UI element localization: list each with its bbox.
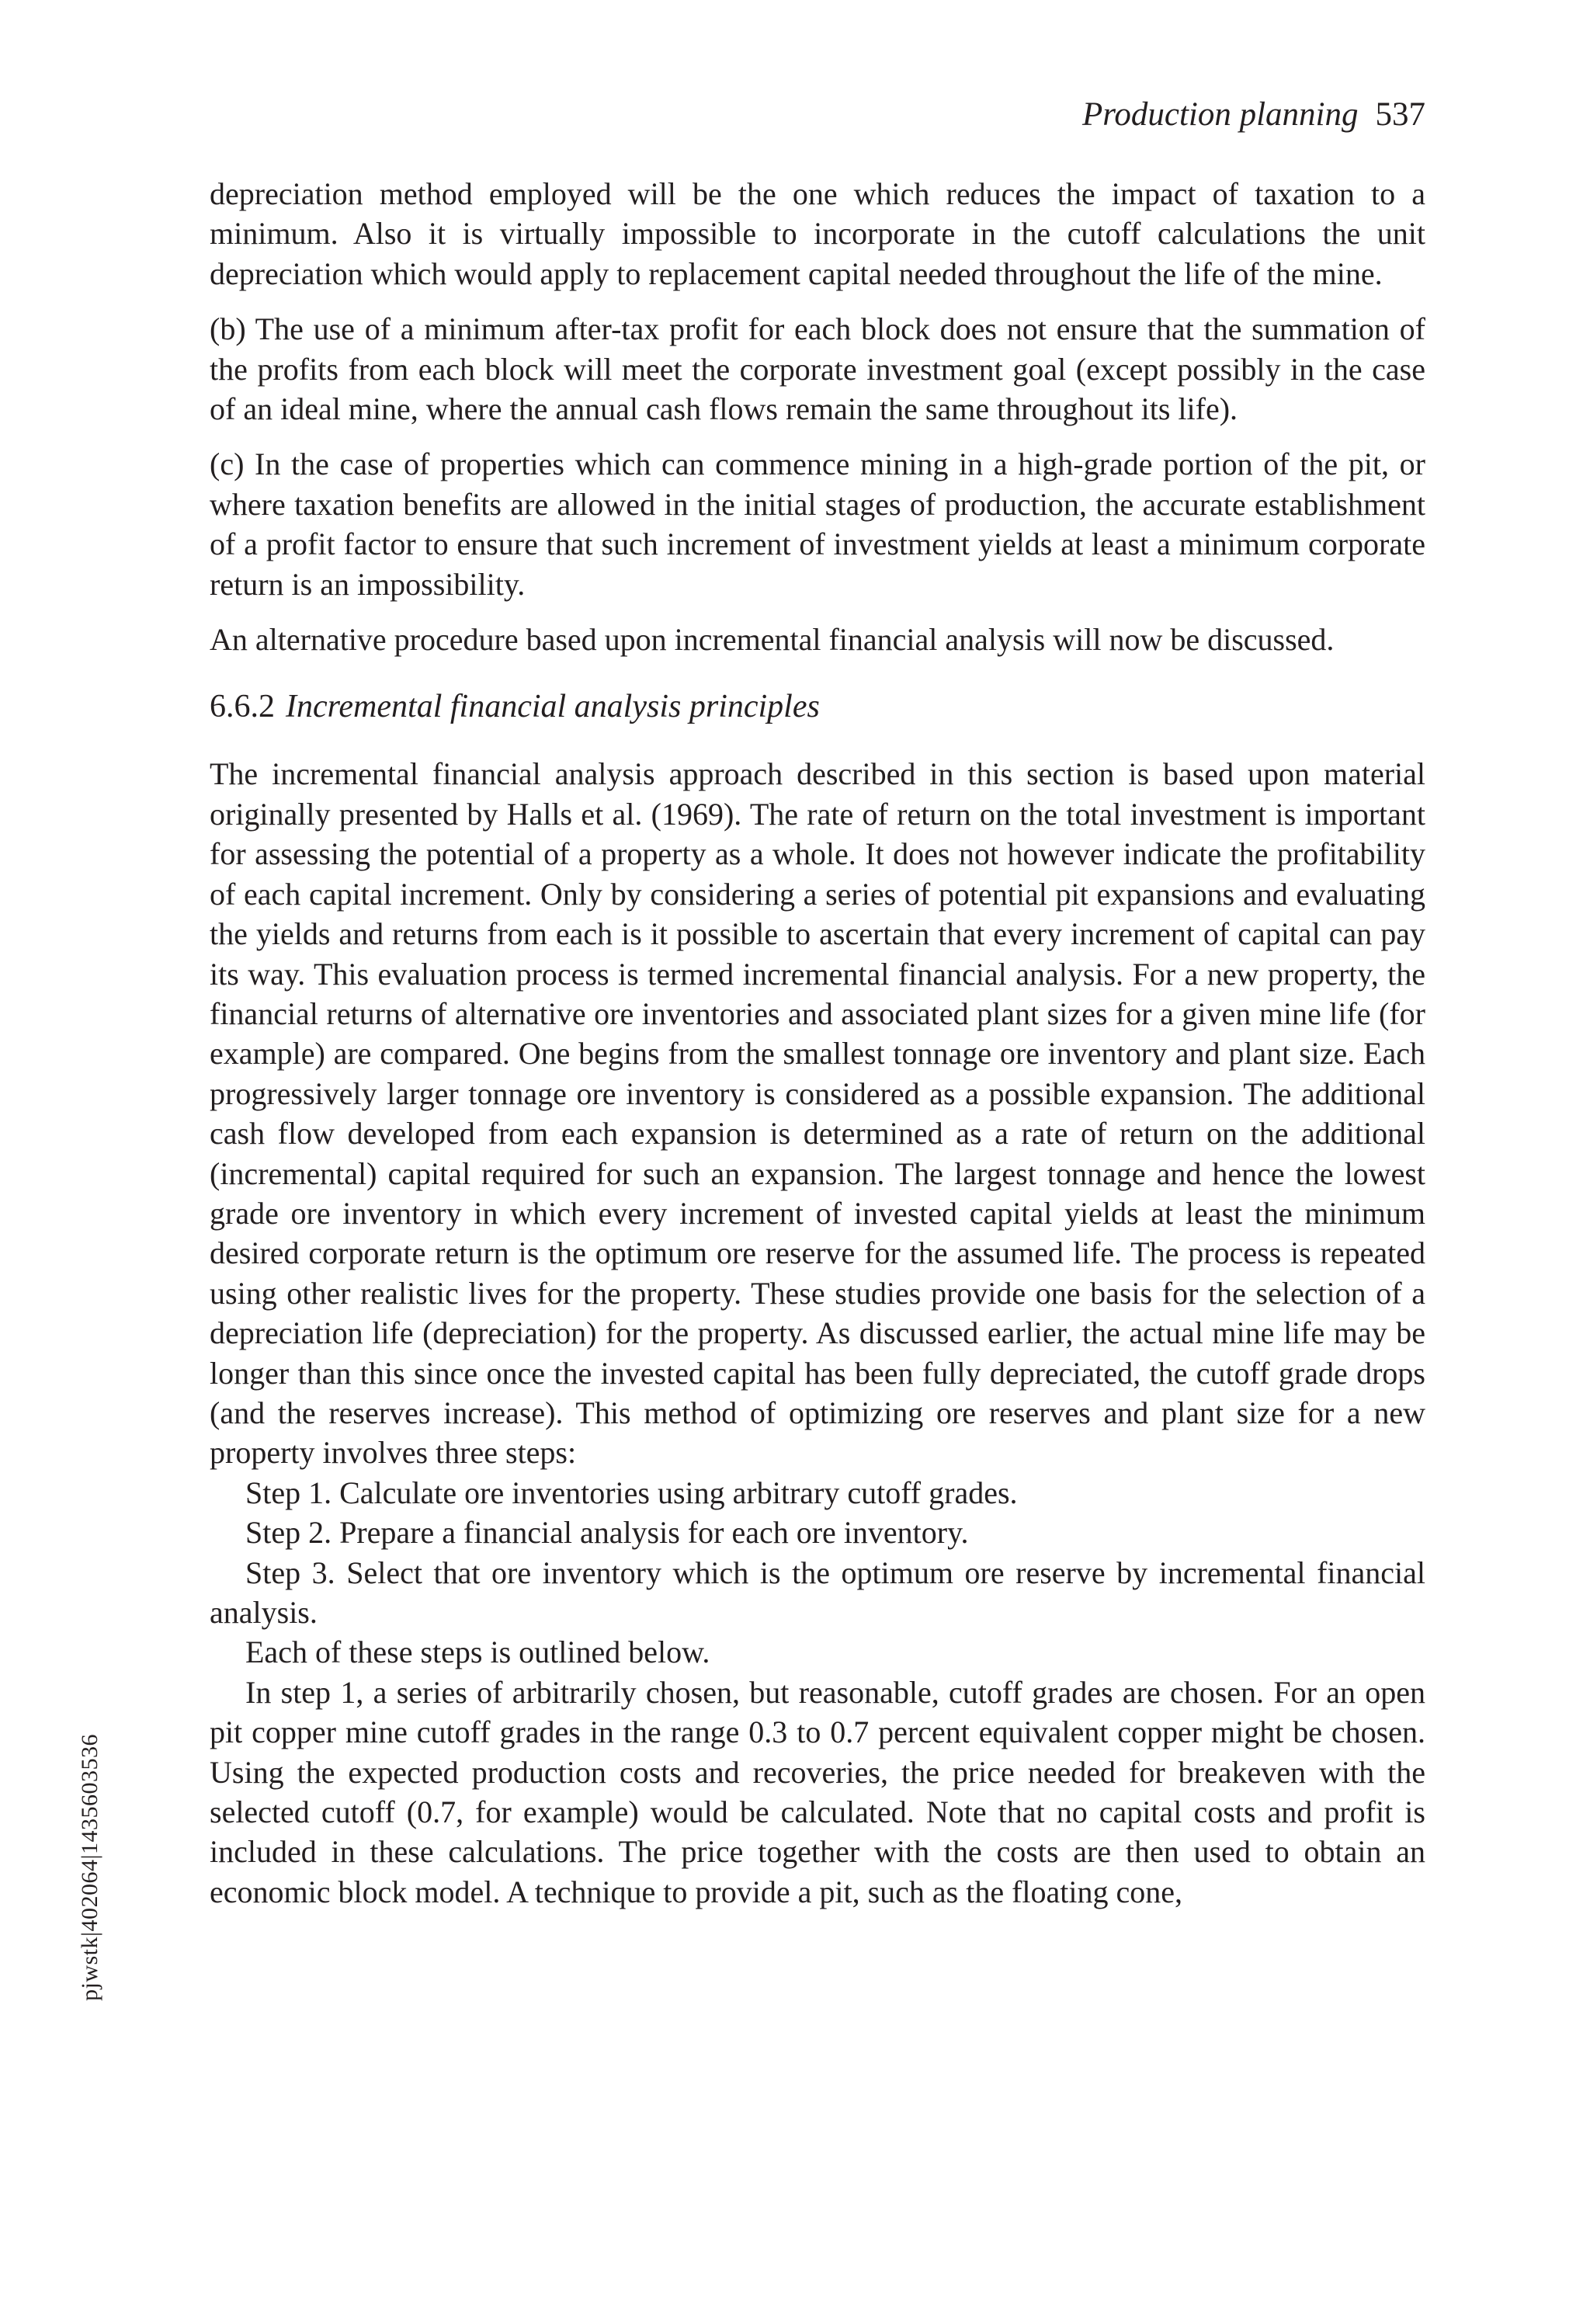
body-text [210,174,1425,1912]
paragraph-alternative: An alternative procedure based upon incremental financial analysis will now be discussed. [210,622,1335,658]
step-3: Step 3. Select that ore inventory which is the optimum ore reserve by incremental financial analysis. [210,1555,1425,1630]
steps-outline: Each of these steps is outlined below. [245,1634,710,1670]
running-head [1082,92,1425,138]
section-title: Incremental financial analysis principles [286,689,820,725]
page-number: 537 [1375,96,1425,133]
paragraph-continued: depreciation method employed will be the one which reduces the impact of taxation to a minimum. Also it is virtually impossible to incorporate in the cutoff calculations the unit depreciation which would apply to replacement capital needed throughout the life of the mine. [210,176,1425,291]
paragraph-item-c: (c) In the case of properties which can commence mining in a high-grade portion of the pit, or where taxation benefits are allowed in the initial stages of production, the accurate establishment of a profit factor to ensure that such increment of investment yields at least a minimum corporate return is an impossibility. [210,446,1425,602]
running-head-title: Production planning [1081,96,1359,133]
paragraph-item-b: (b) The use of a minimum after-tax profit for each block does not ensure that the summation of the profits from each block will meet the corporate investment goal (except possibly in the case of an ideal mine, where the annual cash flows remain the same throughout its life). [210,311,1425,427]
step-2: Step 2. Prepare a financial analysis for each ore inventory. [245,1515,969,1551]
step-1: Step 1. Calculate ore inventories using arbitrary cutoff grades. [245,1475,1018,1510]
paragraph-main: The incremental financial analysis approach described in this section is based upon material originally presented by Halls et al. (1969). The rate of return on the total investment is important for assessing the potential of a property as a whole. It does not however indicate the profitability of each capital increment. Only by considering a series of potential pit expansions and evaluating the yields and returns from each is it possible to ascertain that every increment of capital can pay its way. This evaluation process is termed incremental financial analysis. For a new property, the financial returns of alternative ore inventories and associated plant sizes for a given mine life (for example) are compared. One begins from the smallest tonnage ore inventory and plant size. Each progressively larger tonnage ore inventory is considered as a possible expansion. The additional cash flow developed from each expansion is determined as a rate of return on the additional (incremental) capital required for such an expansion. The largest tonnage and hence the lowest grade ore inventory in which every increment of invested capital yields at least the minimum desired corporate return is the optimum ore reserve for the assumed life. The process is repeated using other realistic lives for the property. These studies provide one basis for the selection of a depreciation life (depreciation) for the property. As discussed earlier, the actual mine life may be longer than this since once the invested capital has been fully depreciated, the cutoff grade drops (and the reserves increase). This method of optimizing ore reserves and plant size for a new property involves three steps: [210,756,1425,1471]
margin-watermark [75,1720,106,2015]
section-heading [210,686,1425,728]
section-number: 6.6.2 [210,689,275,725]
paragraph-step1: In step 1, a series of arbitrarily chosen, but reasonable, cutoff grades are chosen. For an open pit copper mine cutoff grades in the range 0.3 to 0.7 percent equivalent copper might be chosen. Using the expected production costs and recoveries, the price needed for breakeven with the selected cutoff (0.7, for example) would be calculated. Note that no capital costs and profit is included in these calculations. The price together with the costs are then used to obtain an economic block model. A technique to provide a pit, such as the floating cone, [210,1674,1425,1909]
margin-id-text: pjwstk|402064|1435603536 [77,1733,102,2002]
